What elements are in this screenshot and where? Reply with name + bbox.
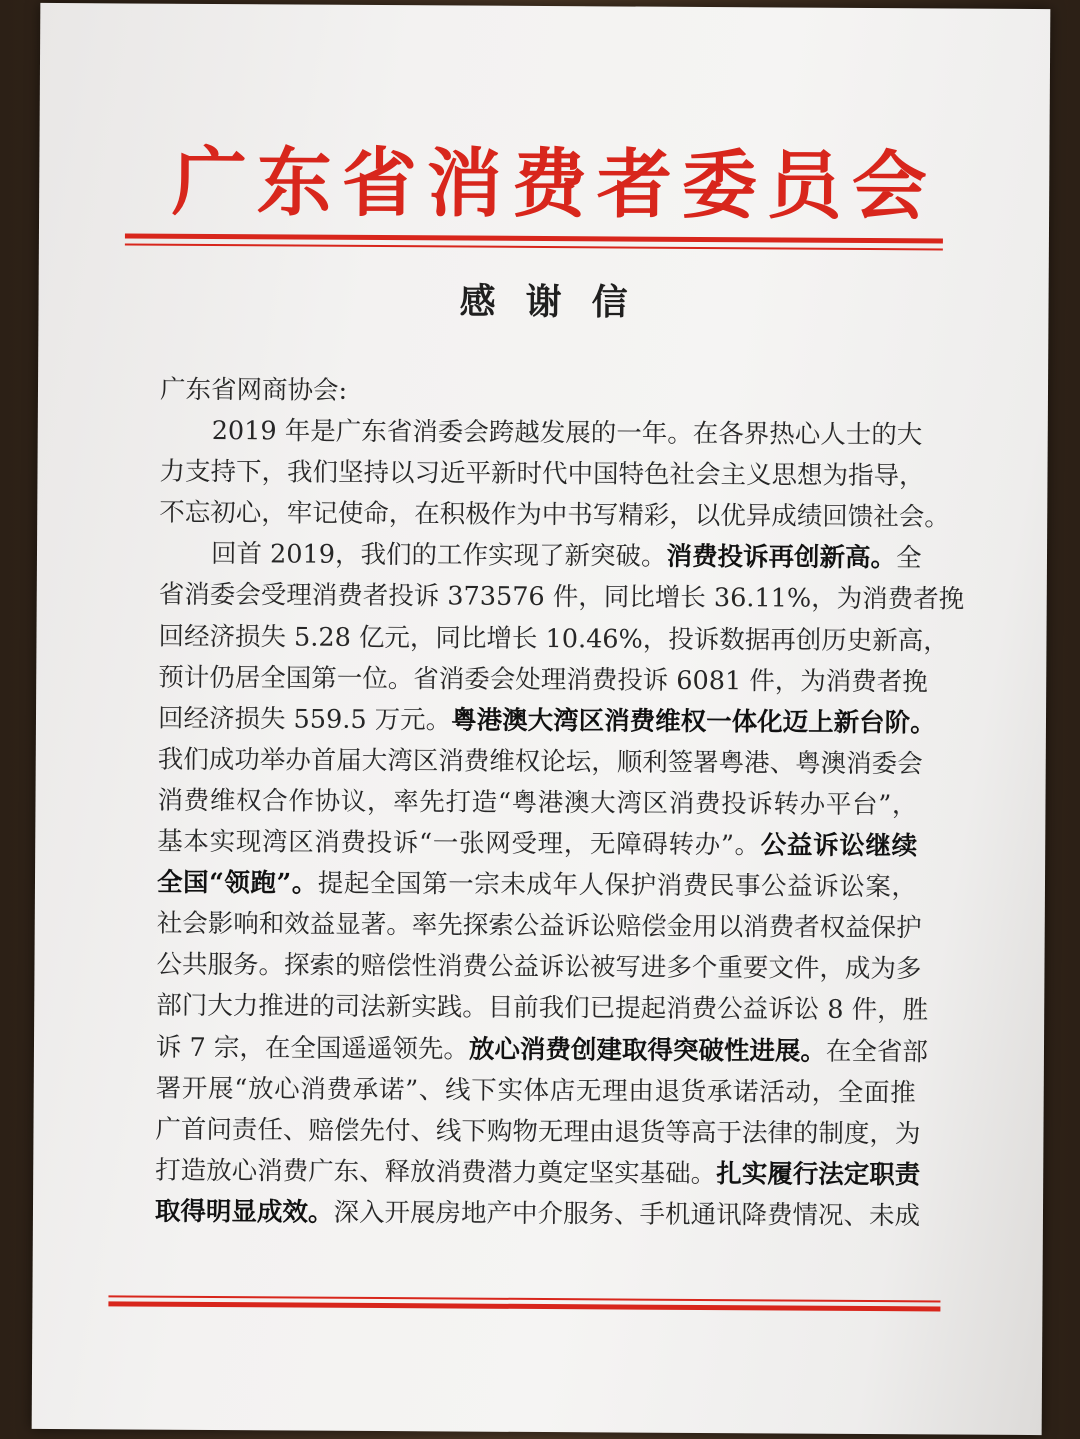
- body-line: [157, 822, 917, 868]
- body-line: [157, 698, 936, 744]
- body-line: [158, 616, 949, 662]
- body-line: [157, 863, 917, 909]
- body-paragraphs: [154, 411, 965, 1238]
- body-line: [156, 1068, 916, 1114]
- body-text-run: 回经济损失 559.5 万元。: [157, 703, 452, 736]
- bold-heading-text: 放心消费创建取得突破性进展。: [468, 1034, 827, 1067]
- body-line: [160, 411, 923, 457]
- body-text-run: 全: [895, 543, 922, 574]
- body-line: [159, 534, 922, 580]
- body-text-run: 力支持下，我们坚持以习近平新时代中国特色社会主义思想为指导，: [159, 456, 925, 492]
- body-text-run: 部门大力推进的司法新实践。目前我们已提起消费公益诉讼 8 件，胜: [156, 991, 929, 1026]
- body-text-run: 消费维权合作协议，率先打造“粤港澳大湾区消费投诉转办平台”，: [157, 785, 918, 821]
- body-text-run: 社会影响和效益显著。率先探索公益诉讼赔偿金用以消费者权益保护: [156, 908, 922, 944]
- bold-heading-text: 消费投诉再创新高。: [666, 542, 897, 574]
- bold-heading-text: 粤港澳大湾区消费维权一体化迈上新台阶。: [451, 705, 936, 739]
- bold-heading-text: 取得明显成效。: [154, 1196, 334, 1228]
- body-text-run: 在全省部: [825, 1036, 929, 1067]
- body-line: [159, 493, 950, 539]
- body-line: [157, 740, 923, 786]
- body-text-run: 省消委会受理消费者投诉 373576 件，同比增长 36.11%，为消费者挽: [158, 580, 965, 616]
- bold-heading-text: 全国“领跑”。: [156, 867, 318, 899]
- bold-heading-text: 公益诉讼继续: [760, 830, 918, 862]
- body-text-run: 广首问责任、赔偿先付、线下购物无理由退货等高于法律的制度，为: [155, 1114, 921, 1150]
- body-text-run: 基本实现湾区消费投诉“一张网受理，无障碍转办”。: [157, 826, 761, 861]
- body-text-run: 不忘初心，牢记使命，在积极作为中书写精彩，以优异成绩回馈社会。: [159, 497, 950, 533]
- letterhead-rule-thin: [125, 243, 943, 250]
- body-text-run: 回经济损失 5.28 亿元，同比增长 10.46%，投诉数据再创历史新高，: [158, 621, 949, 657]
- salutation: 广东省网商协会:: [159, 374, 348, 406]
- body-line: [158, 575, 965, 621]
- body-line: [155, 1109, 921, 1155]
- body-line: [156, 904, 922, 950]
- body-text-run: 2019 年是广东省消委会跨越发展的一年。在各界热心人士的大: [211, 416, 923, 451]
- letter-title: 感谢信: [459, 280, 658, 324]
- body-text-run: 我们成功举办首届大湾区消费维权论坛，顺利签署粤港、粤澳消委会: [157, 744, 923, 780]
- body-text-run: 打造放心消费广东、释放消费潜力奠定坚实基础。: [155, 1155, 717, 1189]
- body-line: [156, 945, 922, 991]
- body-text-run: 公共服务。探索的赔偿性消费公益诉讼被写进多个重要文件，成为多: [156, 949, 922, 985]
- body-text-run: 回首 2019，我们的工作实现了新突破。: [210, 539, 667, 573]
- bold-heading-text: 扎实履行法定职责: [716, 1158, 921, 1191]
- body-text-run: 诉 7 宗，在全国遥遥领先。: [155, 1032, 470, 1065]
- body-text-run: 署开展“放心消费承诺”、线下实体店无理由退货承诺活动，全面推: [155, 1073, 916, 1108]
- body-text-run: 预计仍居全国第一位。省消委会处理消费投诉 6081 件，为消费者挽: [158, 662, 928, 698]
- body-line: [156, 986, 929, 1032]
- body-line: [154, 1192, 921, 1238]
- letter-body: [154, 370, 965, 1238]
- body-line: [158, 657, 928, 703]
- footer-rule-thick: [108, 1301, 940, 1311]
- letterhead-org-name: 广东省消费者委员会: [171, 137, 938, 231]
- body-line: [155, 1027, 929, 1073]
- letter-page: [32, 3, 1051, 1435]
- body-line: [157, 781, 917, 827]
- body-line: [159, 452, 925, 498]
- body-text-run: 提起全国第一宗未成年人保护消费民事公益诉讼案，: [317, 868, 918, 903]
- body-text-run: 深入开展房地产中介服务、手机通讯降费情况、未成: [333, 1197, 921, 1232]
- body-line: [155, 1150, 921, 1196]
